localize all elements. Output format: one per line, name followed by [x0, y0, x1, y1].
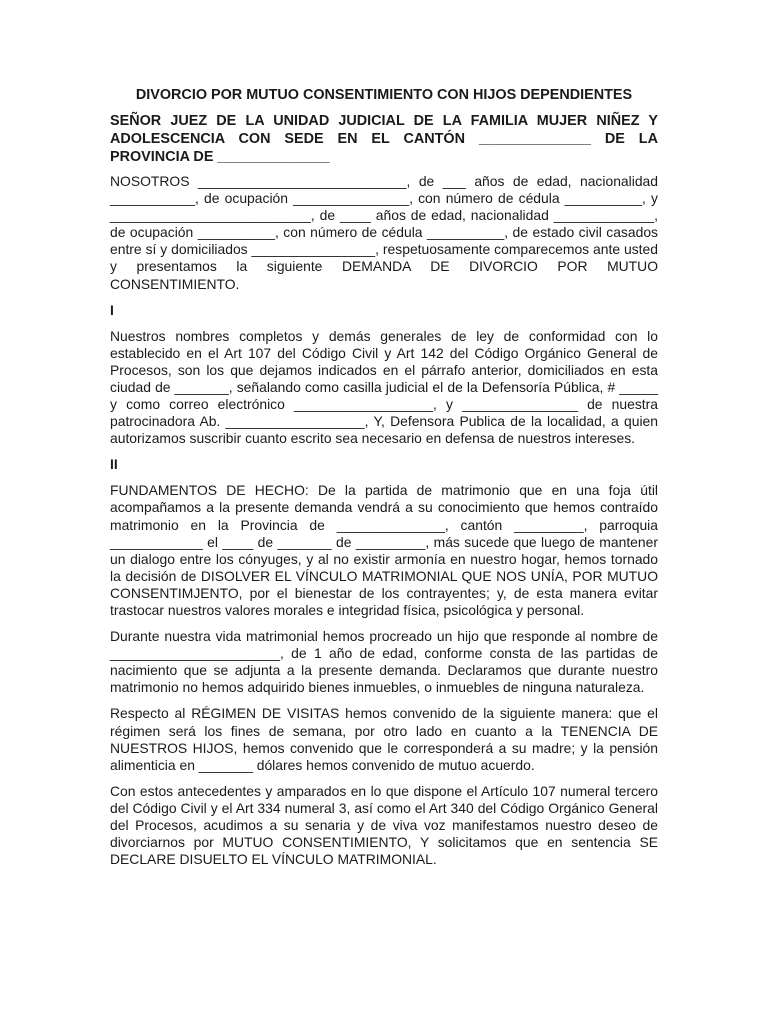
- section-marker-2: II: [110, 456, 118, 473]
- antecedentes-paragraph: Con estos antecedentes y amparados en lo que dispone el Artículo 107 numeral tercero del Código Civil y el Art 334 numeral 3, así como el Art 340 del Código Orgánico General del Procesos, acudimos a su senaria y de viva voz manifestamos nuestro deseo de divorciarnos por MUTUO CONSENTIMIENTO, Y solicitamos que en sentencia SE DECLARE DISUELTO EL VÍNCULO MATRIMONIAL.: [110, 782, 658, 868]
- section-marker-1: I: [110, 301, 114, 318]
- addressee-heading: SEÑOR JUEZ DE LA UNIDAD JUDICIAL DE LA FAMILIA MUJER NIÑEZ Y ADOLESCENCIA CON SEDE EN EL CANTÓN ______________ DE LA PROVINCIA DE ______________: [110, 113, 658, 165]
- vida-matrimonial-paragraph: Durante nuestra vida matrimonial hemos procreado un hijo que responde al nombre de ______________________, de 1 año de edad, conforme consta de las partidas de nacimiento que se adjunta a la presente demanda. Declaramos que durante nuestro matrimonio no hemos adquirido bienes inmuebles, o inmuebles de ninguna naturaleza.: [110, 628, 658, 696]
- document-title: DIVORCIO POR MUTUO CONSENTIMIENTO CON HIJOS DEPENDIENTES: [135, 87, 633, 103]
- fundamentos-paragraph: FUNDAMENTOS DE HECHO: De la partida de matrimonio que en una foja útil acompañamos a la presente demanda vendrá a su conocimiento que hemos contraído matrimonio en la Provincia de ______________, cantón _________, parroquia ____________ el ____ de _______ de _________, más sucede que luego de mantener un dialogo entre los cónyuges, y al no existir armonía en nuestro hogar, hemos tornado la decisión de DISOLVER EL VÍNCULO MATRIMONIAL QUE NOS UNÍA, POR MUTUO CONSENTIMJENTO, por el bienestar de los contrayentes; y, de esta manera evitar trastocar nuestros valores morales e integridad física, psicológica y personal.: [110, 482, 658, 618]
- regimen-visitas-paragraph: Respecto al RÉGIMEN DE VISITAS hemos convenido de la siguiente manera: que el régimen será los fines de semana, por otro lado en cuanto a la TENENCIA DE NUESTROS HIJOS, hemos convenido que le corresponderá a su madre; y la pensión alimenticia en _______ dólares hemos convenido de mutuo acuerdo.: [110, 705, 658, 773]
- intro-paragraph: NOSOTROS ___________________________, de ___ años de edad, nacionalidad ___________, de ocupación _______________, con número de cédula __________, y __________________________, de ____ años de edad, nacionalidad _____________, de ocupación __________, con número de cédula __________, de estado civil casados entre sí y domiciliados ________________, respetuosamente comparecemos ante usted y presentamos la siguiente DEMANDA DE DIVORCIO POR MUTUO CONSENTIMIENTO.: [110, 173, 658, 292]
- section-1-paragraph: Nuestros nombres completos y demás generales de ley de conformidad con lo establecido en el Art 107 del Código Civil y Art 142 del Código Orgánico General de Procesos, son los que dejamos indicados en el párrafo anterior, domiciliados en esta ciudad de _______, señalando como casilla judicial el de la Defensoría Pública, # _____ y como correo electrónico __________________, y _______________ de nuestra patrocinadora Ab. __________________, Y, Defensora Publica de la localidad, a quien autorizamos suscribir cuanto escrito sea necesario en defensa de nuestros intereses.: [110, 327, 658, 447]
